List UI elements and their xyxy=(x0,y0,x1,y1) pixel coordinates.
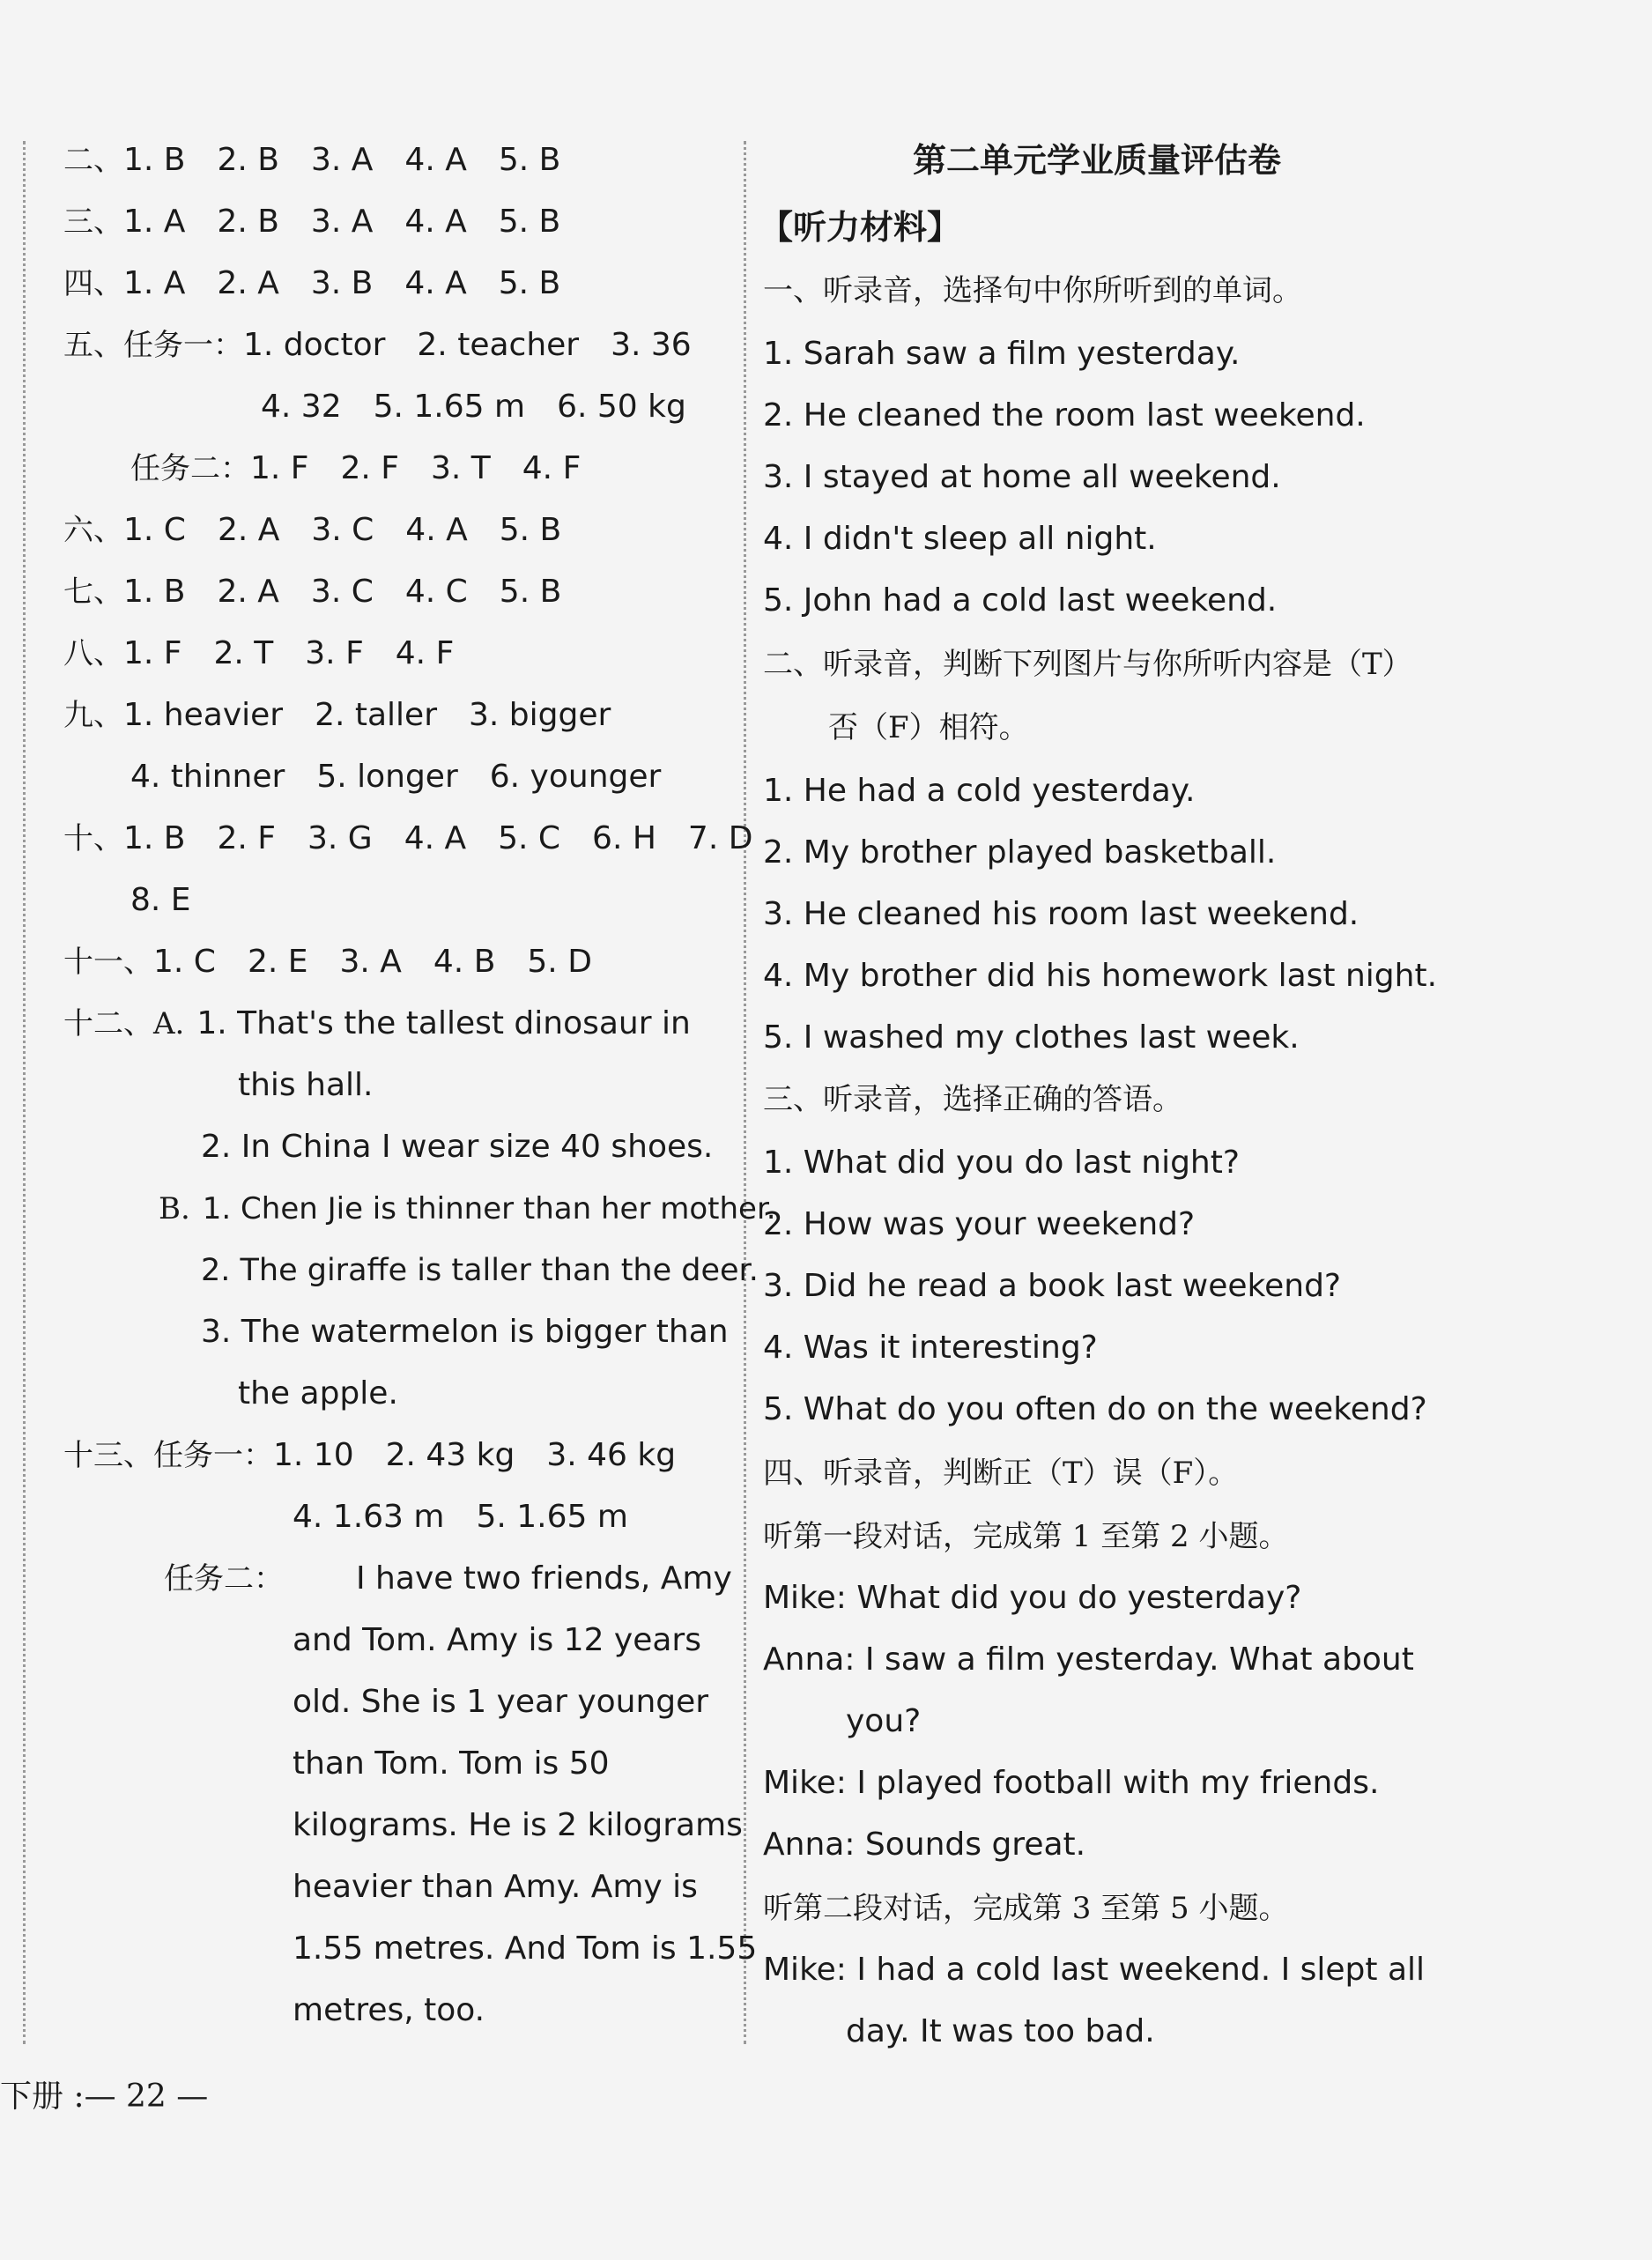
column-divider xyxy=(744,141,746,2044)
binding-margin-dots xyxy=(23,141,26,2044)
part1-line-3: 3. I stayed at home all weekend. xyxy=(763,459,1281,495)
dialog1-line-2: Anna: I saw a film yesterday. What about xyxy=(763,1641,1414,1678)
dialog2-intro: 听第二段对话，完成第 3 至第 5 小题。 xyxy=(763,1891,1289,1926)
page-title: 第二单元学业质量评估卷 xyxy=(913,141,1282,180)
answer-row-5-task2: 任务二：1. F 2. F 3. T 4. F xyxy=(130,450,582,486)
answer-row-13-task1: 十三、任务一：1. 10 2. 43 kg 3. 46 kg xyxy=(63,1437,677,1473)
part2-instruction-2: 否（F）相符。 xyxy=(828,710,1029,745)
answer-row-3: 三、1. A 2. B 3. A 4. A 5. B xyxy=(63,204,561,240)
task2-line-8: metres, too. xyxy=(293,1992,485,2028)
part2-line-2: 2. My brother played basketball. xyxy=(763,834,1277,871)
part3-line-1: 1. What did you do last night? xyxy=(763,1145,1240,1181)
section-heading: 【听力材料】 xyxy=(759,208,961,247)
task2-line-3: old. She is 1 year younger xyxy=(293,1684,709,1720)
dialog1-line-4: Mike: I played football with my friends. xyxy=(763,1765,1380,1801)
answer-row-10-cont: 8. E xyxy=(130,882,191,918)
answer-row-12-a1: 十二、A. 1. That's the tallest dinosaur in xyxy=(63,1005,691,1041)
answer-row-7: 七、1. B 2. A 3. C 4. C 5. B xyxy=(63,574,562,610)
answer-row-12-a2: 2. In China I wear size 40 shoes. xyxy=(201,1129,714,1165)
part1-line-4: 4. I didn't sleep all night. xyxy=(763,521,1157,557)
answer-row-12-b1: B. 1. Chen Jie is thinner than her mother. xyxy=(159,1191,776,1226)
answer-row-5-task1: 五、任务一：1. doctor 2. teacher 3. 36 xyxy=(63,327,692,363)
task2-line-4: than Tom. Tom is 50 xyxy=(293,1745,610,1782)
part2-line-4: 4. My brother did his homework last night. xyxy=(763,958,1438,994)
dialog1-line-3: you? xyxy=(846,1703,922,1739)
answer-row-9: 九、1. heavier 2. taller 3. bigger xyxy=(63,697,611,733)
dialog2-line-2: day. It was too bad. xyxy=(846,2013,1155,2049)
answer-row-13-task1-cont: 4. 1.63 m 5. 1.65 m xyxy=(293,1499,628,1535)
answer-row-6: 六、1. C 2. A 3. C 4. A 5. B xyxy=(63,512,562,548)
task2-line-7: 1.55 metres. And Tom is 1.55 xyxy=(293,1930,758,1967)
answer-row-4: 四、1. A 2. A 3. B 4. A 5. B xyxy=(63,265,561,301)
answer-row-12-b3-cont: the apple. xyxy=(238,1375,398,1412)
part1-line-5: 5. John had a cold last weekend. xyxy=(763,582,1278,619)
task2-line-5: kilograms. He is 2 kilograms xyxy=(293,1807,743,1843)
part2-line-1: 1. He had a cold yesterday. xyxy=(763,773,1196,809)
part1-instruction: 一、听录音，选择句中你所听到的单词。 xyxy=(763,273,1302,308)
answer-row-9-cont: 4. thinner 5. longer 6. younger xyxy=(130,759,662,795)
page-footer: 下册 :— 22 — xyxy=(0,2078,209,2115)
dialog1-line-1: Mike: What did you do yesterday? xyxy=(763,1580,1302,1616)
part1-line-2: 2. He cleaned the room last weekend. xyxy=(763,397,1366,433)
part2-instruction-1: 二、听录音，判断下列图片与你所听内容是（T） xyxy=(763,647,1412,682)
task2-line-2: and Tom. Amy is 12 years xyxy=(293,1622,701,1658)
answer-row-12-b2: 2. The giraffe is taller than the deer. xyxy=(201,1253,759,1288)
part3-line-4: 4. Was it interesting? xyxy=(763,1330,1098,1366)
answer-row-13-task2-first-line: I have two friends, Amy xyxy=(356,1560,732,1597)
answer-row-12-a1-cont: this hall. xyxy=(238,1067,374,1103)
part3-line-3: 3. Did he read a book last weekend? xyxy=(763,1268,1342,1304)
part2-line-5: 5. I washed my clothes last week. xyxy=(763,1019,1300,1056)
part1-line-1: 1. Sarah saw a film yesterday. xyxy=(763,336,1241,372)
answer-row-10: 十、1. B 2. F 3. G 4. A 5. C 6. H 7. D xyxy=(63,820,753,856)
answer-row-11: 十一、1. C 2. E 3. A 4. B 5. D xyxy=(63,944,592,980)
answer-row-2: 二、1. B 2. B 3. A 4. A 5. B xyxy=(63,142,561,178)
answer-row-5-task1-cont: 4. 32 5. 1.65 m 6. 50 kg xyxy=(261,389,686,425)
part3-line-2: 2. How was your weekend? xyxy=(763,1206,1196,1242)
answer-row-8: 八、1. F 2. T 3. F 4. F xyxy=(63,635,455,671)
part3-line-5: 5. What do you often do on the weekend? xyxy=(763,1391,1427,1427)
dialog2-line-1: Mike: I had a cold last weekend. I slept all xyxy=(763,1952,1426,1988)
part3-instruction: 三、听录音，选择正确的答语。 xyxy=(763,1082,1182,1117)
answer-row-12-b3: 3. The watermelon is bigger than xyxy=(201,1314,729,1350)
task2-line-6: heavier than Amy. Amy is xyxy=(293,1869,698,1905)
part2-line-3: 3. He cleaned his room last weekend. xyxy=(763,896,1359,932)
dialog1-intro: 听第一段对话，完成第 1 至第 2 小题。 xyxy=(763,1519,1289,1554)
answer-row-13-task2-label: 任务二： xyxy=(164,1561,284,1597)
dialog1-line-5: Anna: Sounds great. xyxy=(763,1827,1086,1863)
part4-instruction: 四、听录音，判断正（T）误（F）。 xyxy=(763,1456,1239,1491)
